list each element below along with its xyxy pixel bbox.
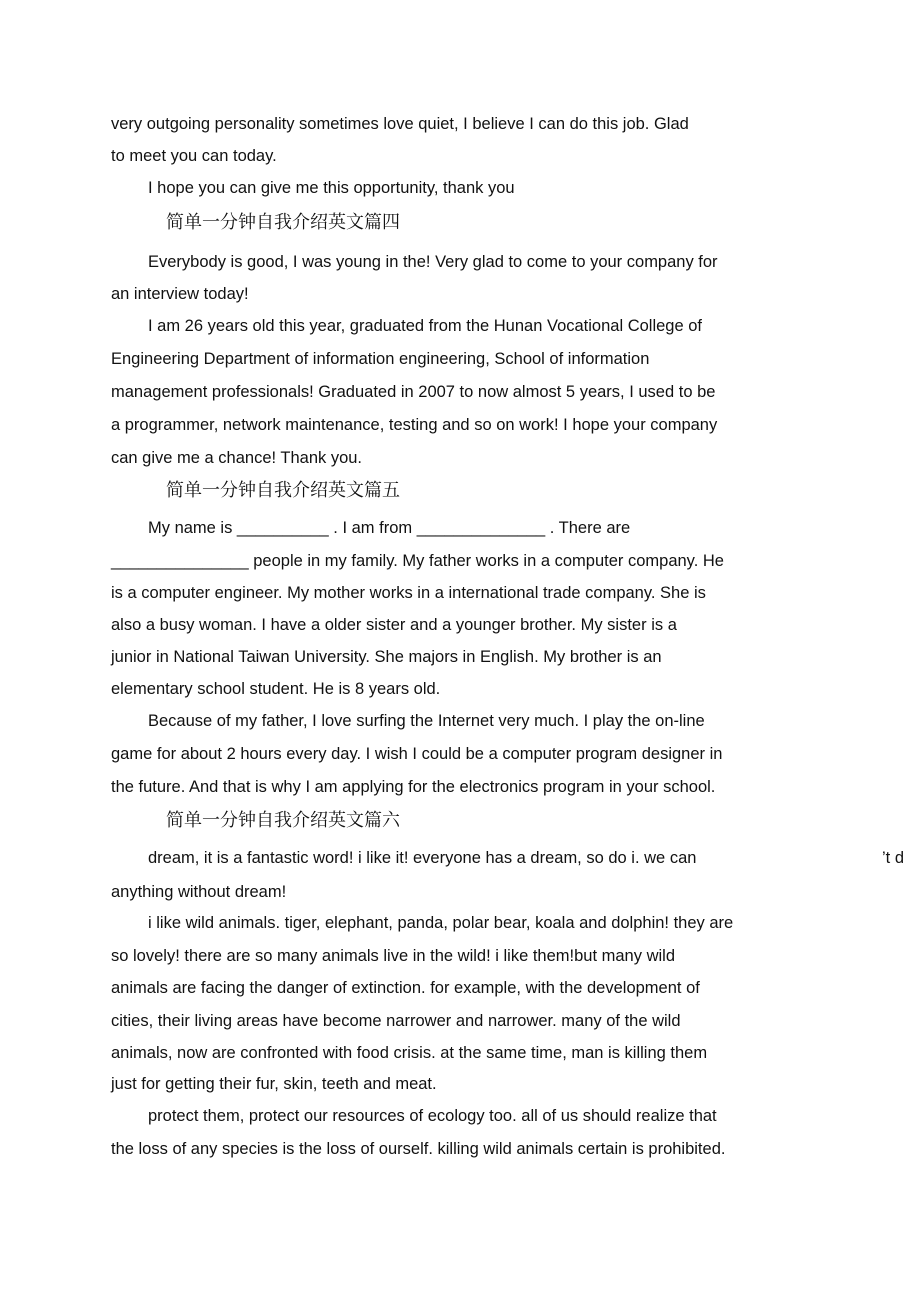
paragraph-line: management professionals! Graduated in 2007 to now almost 5 years, I used to be [111, 383, 716, 401]
paragraph-line: dream, it is a fantastic word! i like it! everyone has a dream, so do i. we can [148, 849, 697, 867]
paragraph-line: I am 26 years old this year, graduated from the Hunan Vocational College of [148, 317, 702, 335]
paragraph-line: elementary school student. He is 8 years old. [111, 680, 441, 698]
overflow-text-fragment: ’t d [882, 849, 905, 867]
paragraph-line: also a busy woman. I have a older sister and a younger brother. My sister is a [111, 616, 677, 634]
paragraph-line: cities, their living areas have become narrower and narrower. many of the wild [111, 1012, 681, 1030]
paragraph-line: Because of my father, I love surfing the Internet very much. I play the on-line [148, 712, 705, 730]
paragraph-line: very outgoing personality sometimes love quiet, I believe I can do this job. Glad [111, 115, 689, 133]
paragraph-line: Engineering Department of information engineering, School of information [111, 350, 650, 368]
section-heading-5: 简单一分钟自我介绍英文篇五 [166, 480, 400, 501]
paragraph-line: i like wild animals. tiger, elephant, panda, polar bear, koala and dolphin! they are [148, 914, 734, 932]
paragraph-line: a programmer, network maintenance, testing and so on work! I hope your company [111, 416, 718, 434]
paragraph-line: Everybody is good, I was young in the! Very glad to come to your company for [148, 253, 718, 271]
paragraph-line: junior in National Taiwan University. She majors in English. My brother is an [111, 648, 662, 666]
paragraph-line: anything without dream! [111, 883, 287, 901]
paragraph-line: _______________ people in my family. My father works in a computer company. He [111, 552, 724, 570]
section-heading-4: 简单一分钟自我介绍英文篇四 [166, 212, 400, 233]
paragraph-line: animals are facing the danger of extinction. for example, with the development of [111, 979, 700, 997]
paragraph-line: so lovely! there are so many animals live in the wild! i like them!but many wild [111, 947, 675, 965]
paragraph-line: to meet you can today. [111, 147, 277, 165]
section-heading-6: 简单一分钟自我介绍英文篇六 [166, 810, 400, 831]
paragraph-line: an interview today! [111, 285, 249, 303]
paragraph-line: is a computer engineer. My mother works in a international trade company. She is [111, 584, 706, 602]
paragraph-line: can give me a chance! Thank you. [111, 449, 363, 467]
paragraph-line: the future. And that is why I am applying for the electronics program in your school. [111, 778, 716, 796]
paragraph-line: My name is __________ . I am from ______________ . There are [148, 519, 631, 537]
paragraph-line: protect them, protect our resources of ecology too. all of us should realize that [148, 1107, 717, 1125]
paragraph-line: I hope you can give me this opportunity, thank you [148, 179, 515, 197]
paragraph-line: animals, now are confronted with food crisis. at the same time, man is killing them [111, 1044, 708, 1062]
paragraph-line: game for about 2 hours every day. I wish I could be a computer program designer in [111, 745, 723, 763]
paragraph-line: the loss of any species is the loss of ourself. killing wild animals certain is prohibited. [111, 1140, 726, 1158]
paragraph-line: just for getting their fur, skin, teeth and meat. [111, 1075, 437, 1093]
